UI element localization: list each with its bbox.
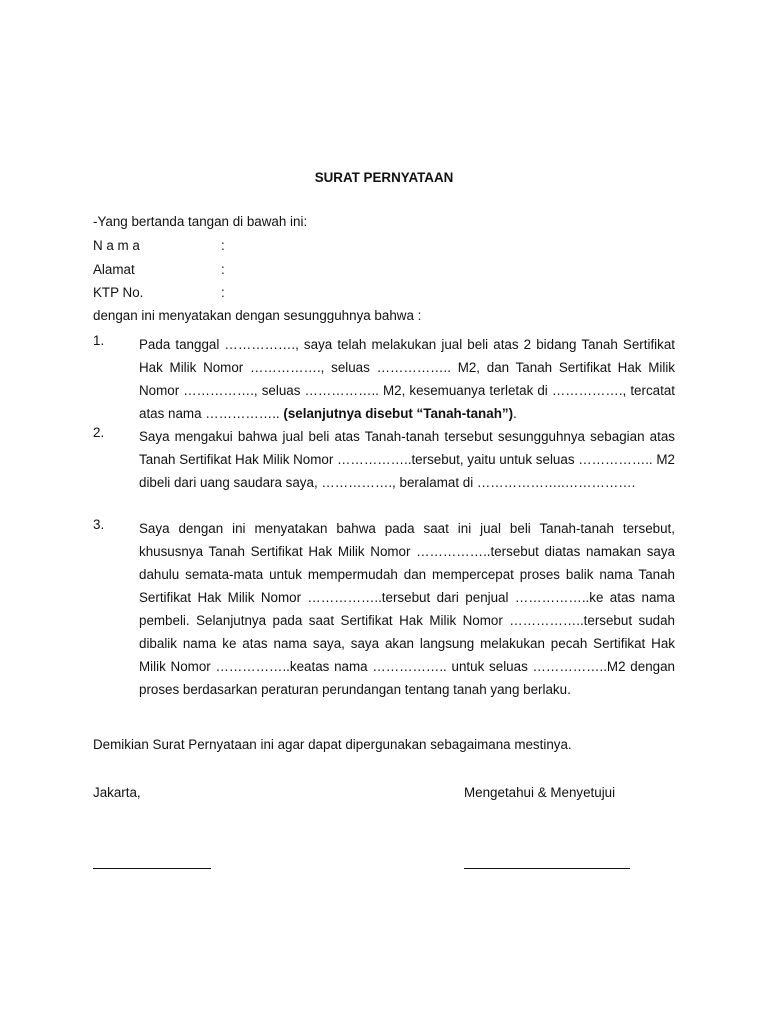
place-label: Jakarta,: [93, 785, 141, 800]
field-name: [93, 238, 225, 253]
list-item-1-bold-text: (selanjutnya disebut “Tanah-tanah”): [283, 406, 514, 421]
field-ktp-separator: :: [221, 285, 225, 300]
field-name-separator: :: [221, 238, 225, 253]
list-item-1: [93, 333, 675, 425]
field-ktp-label: KTP No.: [93, 285, 144, 300]
closing-text: Demikian Surat Pernyataan ini agar dapat dipergunakan sebagaimana mestinya.: [93, 737, 572, 752]
list-item-3-number: 3.: [93, 517, 105, 532]
field-address-label: Alamat: [93, 262, 135, 277]
field-name-label: N a m a: [93, 238, 140, 253]
list-item-3: [93, 517, 675, 701]
signature-line-left: [93, 868, 211, 869]
list-item-1-body: [139, 333, 675, 425]
list-item-2-text: Saya mengakui bahwa jual beli atas Tanah-tanah tersebut sesungguhnya sebagian atas Tanah Sertifikat Hak Milik Nomor ……………..tersebut, yaitu untuk seluas …………….. M2 dibeli dari uang saudara saya, ……………., beralamat di ………………..…………….: [139, 429, 675, 490]
approval-label: Mengetahui & Menyetujui: [464, 785, 616, 800]
list-item-2-number: 2.: [93, 425, 105, 440]
signature-line-right: [464, 868, 630, 869]
list-item-3-text: Saya dengan ini menyatakan bahwa pada saat ini jual beli Tanah-tanah tersebut, khususnya Tanah Sertifikat Hak Milik Nomor ……………..tersebut diatas namakan saya dahulu semata-mata untuk mempermudah dan mempercepat proses balik nama Tanah Sertifikat Hak Milik Nomor ……………..tersebut dari penjual ……………..ke atas nama pembeli. Selanjutnya pada saat Sertifikat Hak Milik Nomor ……………..tersebut sudah dibalik nama ke atas nama saya, saya akan langsung melakukan pecah Sertifikat Hak Milik Nomor ……………..keatas nama …………….. untuk seluas ……………..M2 dengan proses berdasarkan peraturan perundangan tentang tanah yang berlaku.: [139, 521, 675, 697]
list-item-1-text: Pada tanggal ……………., saya telah melakukan jual beli atas 2 bidang Tanah Sertifikat Hak Milik Nomor ……………., seluas …………….. M2, dan Tanah Sertifikat Hak Milik Nomor ……………., seluas …………….. M2, kesemuanya terletak di ……………., tercatat atas nama ……………..: [139, 337, 675, 421]
intro-text: -Yang bertanda tangan di bawah ini:: [93, 214, 308, 229]
list-item-1-number: 1.: [93, 333, 105, 348]
field-ktp: [93, 285, 225, 300]
list-item-1-tail: .: [513, 406, 517, 421]
field-address-separator: :: [221, 262, 225, 277]
statement-intro: dengan ini menyatakan dengan sesungguhnya bahwa :: [93, 308, 422, 323]
list-item-2: [93, 425, 675, 494]
document-title: SURAT PERNYATAAN: [314, 170, 454, 185]
field-address: [93, 262, 225, 277]
